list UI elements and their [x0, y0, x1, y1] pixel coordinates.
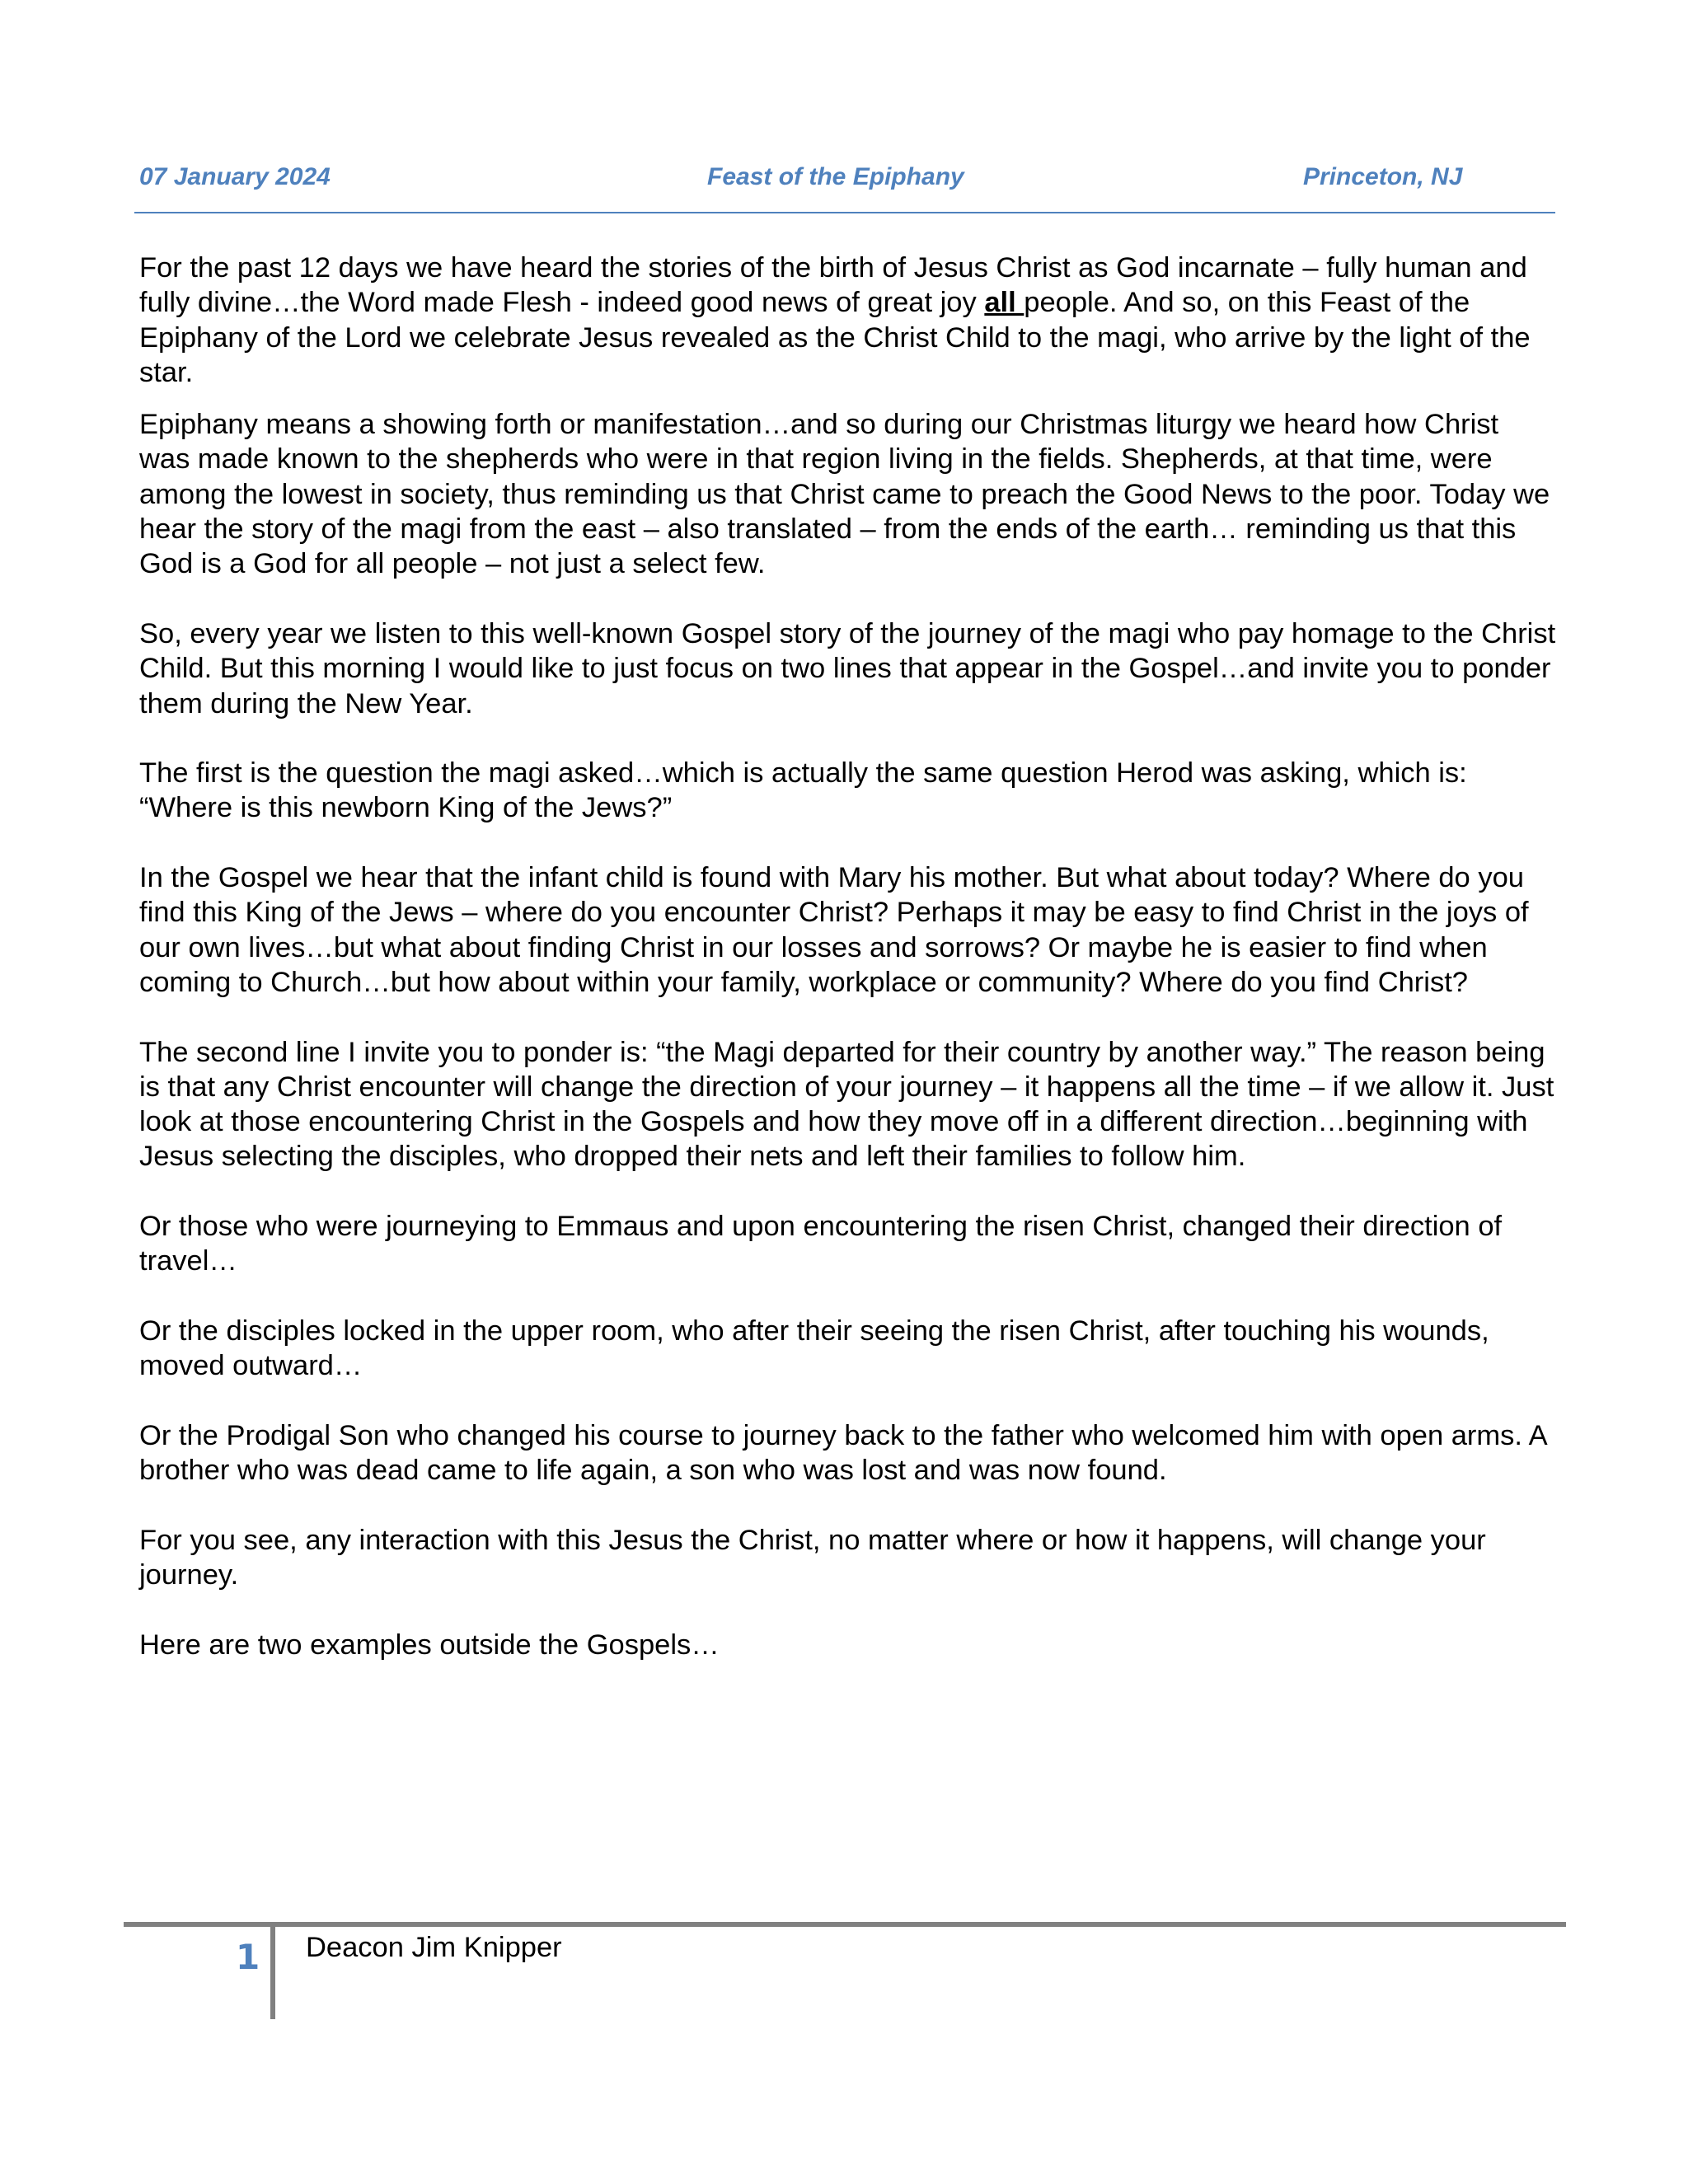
header-divider: [134, 212, 1555, 213]
paragraph-interaction: For you see, any interaction with this Jesus the Christ, no matter where or how it happens, will change your journey.: [139, 1524, 1486, 1591]
homily-body: [139, 251, 1557, 1697]
footer-vertical-divider: [270, 1927, 275, 2019]
paragraph-intro-text: For the past 12 days we have heard the stories of the birth of Jesus Christ as God incarnate – fully human and fully divine…the Word made Flesh - indeed good news of great joy: [139, 252, 1527, 319]
paragraph-intro-text-end: people. And so, on this Feast of the Epiphany of the Lord we celebrate Jesus revealed as the Christ Child to the magi, who arrive by the light of the star.: [139, 287, 1531, 388]
paragraph-emmaus: Or those who were journeying to Emmaus and upon encountering the risen Christ, changed their direction of travel…: [139, 1211, 1503, 1277]
emphasis-all: all: [984, 287, 1025, 319]
page-header: [134, 163, 1478, 201]
paragraph-epiphany-meaning: Epiphany means a showing forth or manifestation…and so during our Christmas liturgy we heard how Christ was made known to the shepherds who were in that region living in the fields. Shepherds, at that time, were among the lowest in society, thus reminding us that Christ came to preach the Good News to the poor. Today we hear the story of the magi from the east – also translated – from the ends of the earth… reminding us that this God is a God for all people – not just a select few.: [139, 409, 1550, 580]
paragraph-first-question: The first is the question the magi asked…which is actually the same question Herod was asking, which is: “Where is this newborn King of the Jews?”: [139, 757, 1467, 824]
paragraph-examples: Here are two examples outside the Gospels…: [139, 1629, 720, 1661]
paragraph-intro: [139, 251, 1557, 390]
footer-divider: [124, 1922, 1566, 1927]
paragraph-magi-journey: So, every year we listen to this well-known Gospel story of the journey of the magi who pay homage to the Christ Child. But this morning I would like to just focus on two lines that appear in the Gospel…and invite you to ponder them during the New Year.: [139, 617, 1556, 719]
footer-author: Deacon Jim Knipper: [306, 1932, 562, 1963]
paragraph-second-line: The second line I invite you to ponder is: “the Magi departed for their country by another way.” The reason being is that any Christ encounter will change the direction of your journey – it happens all the time – if we allow it. Just look at those encountering Christ in the Gospels and how they move off in a different direction…beginning with Jesus selecting the disciples, who dropped their nets and left their families to follow him.: [139, 1036, 1554, 1173]
header-date: 07 January 2024: [139, 163, 331, 190]
paragraph-prodigal-son: Or the Prodigal Son who changed his course to journey back to the father who welcomed him with open arms. A brother who was dead came to life again, a son who was lost and was now found.: [139, 1419, 1546, 1487]
paragraph-where-find-christ: In the Gospel we hear that the infant child is found with Mary his mother. But what about today? Where do you find this King of the Jews – where do you encounter Christ? Perhaps it may be easy to find Christ in the joys of our own lives…but what about finding Christ in our losses and sorrows? Or maybe he is easier to find when coming to Church…but how about within your family, workplace or community? Where do you find Christ?: [139, 862, 1529, 998]
page-number: 1: [236, 1937, 260, 1977]
header-place: Princeton, NJ: [1303, 163, 1463, 190]
header-title: Feast of the Epiphany: [707, 163, 964, 190]
paragraph-upper-room: Or the disciples locked in the upper room, who after their seeing the risen Christ, after touching his wounds, moved outward…: [139, 1315, 1489, 1382]
